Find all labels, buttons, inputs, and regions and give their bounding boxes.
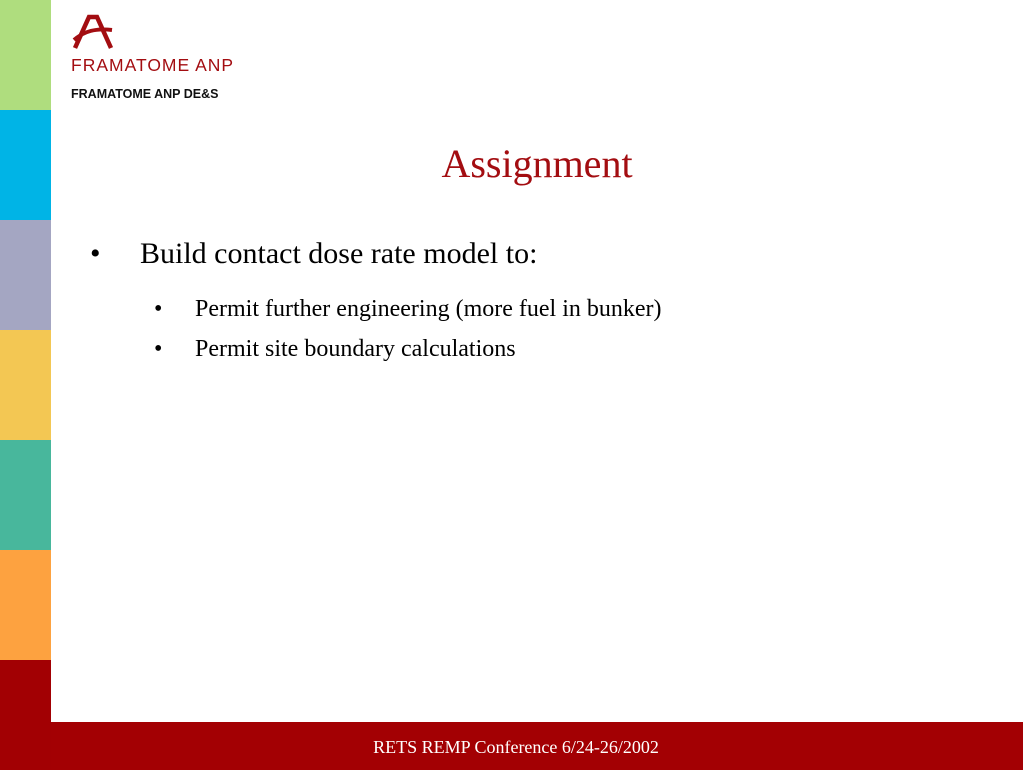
framatome-logo-icon <box>70 14 116 50</box>
footer-text: RETS REMP Conference 6/24-26/2002 <box>373 737 659 757</box>
footer-bar <box>51 722 1023 770</box>
sub-bullet-text: Permit further engineering (more fuel in bunker) <box>195 296 662 322</box>
stripe-band-green <box>0 0 51 110</box>
stripe-band-yellow <box>0 330 51 440</box>
stripe-band-lavender <box>0 220 51 330</box>
header-subtitle: FRAMATOME ANP DE&S <box>71 87 219 101</box>
stripe-band-red <box>0 660 51 770</box>
color-stripe <box>0 0 51 770</box>
bullet-text: Build contact dose rate model to: <box>140 237 538 270</box>
bullet-dot: • <box>154 296 163 322</box>
sub-bullet-text: Permit site boundary calculations <box>195 336 516 362</box>
stripe-band-teal <box>0 440 51 550</box>
stripe-band-orange <box>0 550 51 660</box>
bullet-dot: • <box>154 336 163 362</box>
bullet-dot: • <box>90 237 101 270</box>
logo-text: FRAMATOME ANP <box>71 55 235 75</box>
stripe-band-blue <box>0 110 51 220</box>
slide-title: Assignment <box>441 141 633 186</box>
